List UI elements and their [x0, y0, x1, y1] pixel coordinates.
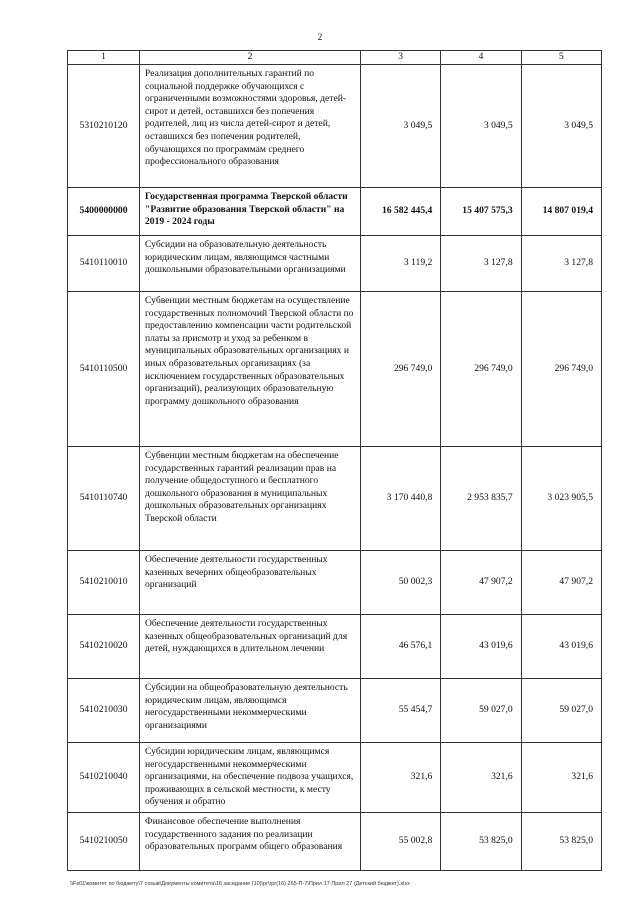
- column-header: 1: [68, 51, 140, 65]
- amount-year-1: 3 049,5: [361, 65, 441, 188]
- expense-name: Реализация дополнительных гарантий по социальной поддержке обучающихся с ограниченными возможностями здоровья, детей-сирот и детей, оставшихся без попечения родителей, лиц из числа детей-сирот и детей, оставшихся без попечения родителей, обучающихся по программам среднего профессионального образования: [140, 65, 361, 188]
- budget-code: 5410110500: [68, 292, 140, 447]
- budget-table: [67, 50, 602, 871]
- table-row: [68, 188, 602, 236]
- amount-year-2: 296 749,0: [441, 292, 521, 447]
- amount-year-2: 3 049,5: [441, 65, 521, 188]
- column-header: 3: [361, 51, 441, 65]
- expense-name: Субсидии на образовательную деятельность юридическим лицам, являющимся частными дошкольными образовательными организациями: [140, 236, 361, 292]
- expense-name: Субвенции местным бюджетам на обеспечение государственных гарантий реализации прав на получение общедоступного и бесплатного дошкольного образования в муниципальных дошкольных образовательных организациях Тверской области: [140, 447, 361, 551]
- budget-code: 5410210040: [68, 743, 140, 813]
- expense-name: Финансовое обеспечение выполнения государственного задания по реализации образовательных программ общего образования: [140, 813, 361, 871]
- table-row: [68, 292, 602, 447]
- file-path-footer: \\Fs01\комитет по бюджету\7 созыв\Документы комитета\16 заседание (10)\pr\rpr(16) 265-П-7\Прил 17 Прил 27 (Детский бюджет).xlsx: [70, 881, 410, 887]
- column-header: 5: [521, 51, 601, 65]
- page-number: 2: [317, 32, 323, 42]
- table-row: [68, 551, 602, 615]
- amount-year-1: 3 170 440,8: [361, 447, 441, 551]
- column-header: 4: [441, 51, 521, 65]
- expense-name: Субсидии на общеобразовательную деятельность юридическим лицам, являющимся негосударственными некоммерческими организациями: [140, 679, 361, 743]
- budget-code: 5410110740: [68, 447, 140, 551]
- amount-year-2: 53 825,0: [441, 813, 521, 871]
- amount-year-3: 3 023 905,5: [521, 447, 601, 551]
- amount-year-3: 43 019,6: [521, 615, 601, 679]
- budget-code: 5400000000: [68, 188, 140, 236]
- amount-year-3: 59 027,0: [521, 679, 601, 743]
- amount-year-2: 47 907,2: [441, 551, 521, 615]
- amount-year-1: 296 749,0: [361, 292, 441, 447]
- table-row: [68, 447, 602, 551]
- amount-year-3: 53 825,0: [521, 813, 601, 871]
- table-row: [68, 813, 602, 871]
- amount-year-2: 15 407 575,3: [441, 188, 521, 236]
- budget-code: 5410210050: [68, 813, 140, 871]
- amount-year-3: 296 749,0: [521, 292, 601, 447]
- table-row: [68, 679, 602, 743]
- amount-year-3: 3 049,5: [521, 65, 601, 188]
- amount-year-2: 321,6: [441, 743, 521, 813]
- amount-year-1: 55 002,8: [361, 813, 441, 871]
- amount-year-1: 46 576,1: [361, 615, 441, 679]
- expense-name: Субвенции местным бюджетам на осуществление государственных полномочий Тверской области по предоставлению компенсации части родительской платы за присмотр и уход за ребенком в муниципальных образовательных организациях и иных образовательных организациях (за исключением государственных образовательных организаций), реализующих образовательную программу дошкольного образования: [140, 292, 361, 447]
- amount-year-2: 3 127,8: [441, 236, 521, 292]
- amount-year-1: 50 002,3: [361, 551, 441, 615]
- amount-year-2: 59 027,0: [441, 679, 521, 743]
- amount-year-3: 3 127,8: [521, 236, 601, 292]
- budget-code: 5410210010: [68, 551, 140, 615]
- budget-code: 5410210030: [68, 679, 140, 743]
- table-row: [68, 743, 602, 813]
- amount-year-3: 321,6: [521, 743, 601, 813]
- expense-name: Государственная программа Тверской области "Развитие образования Тверской области" на 2019 - 2024 годы: [140, 188, 361, 236]
- amount-year-3: 14 807 019,4: [521, 188, 601, 236]
- expense-name: Обеспечение деятельности государственных казенных вечерних общеобразовательных организаций: [140, 551, 361, 615]
- column-header: 2: [140, 51, 361, 65]
- amount-year-1: 16 582 445,4: [361, 188, 441, 236]
- budget-code: 5410110010: [68, 236, 140, 292]
- amount-year-2: 2 953 835,7: [441, 447, 521, 551]
- expense-name: Обеспечение деятельности государственных казенных общеобразовательных организаций для детей, нуждающихся в длительном лечении: [140, 615, 361, 679]
- table-row: [68, 236, 602, 292]
- table-header-row: [68, 51, 602, 65]
- amount-year-1: 3 119,2: [361, 236, 441, 292]
- table-row: [68, 65, 602, 188]
- amount-year-1: 321,6: [361, 743, 441, 813]
- table-row: [68, 615, 602, 679]
- budget-code: 5310210120: [68, 65, 140, 188]
- budget-code: 5410210020: [68, 615, 140, 679]
- amount-year-3: 47 907,2: [521, 551, 601, 615]
- expense-name: Субсидии юридическим лицам, являющимся негосударственными некоммерческими организациями, на обеспечение подвоза учащихся, проживающих в сельской местности, к месту обучения и обратно: [140, 743, 361, 813]
- amount-year-1: 55 454,7: [361, 679, 441, 743]
- amount-year-2: 43 019,6: [441, 615, 521, 679]
